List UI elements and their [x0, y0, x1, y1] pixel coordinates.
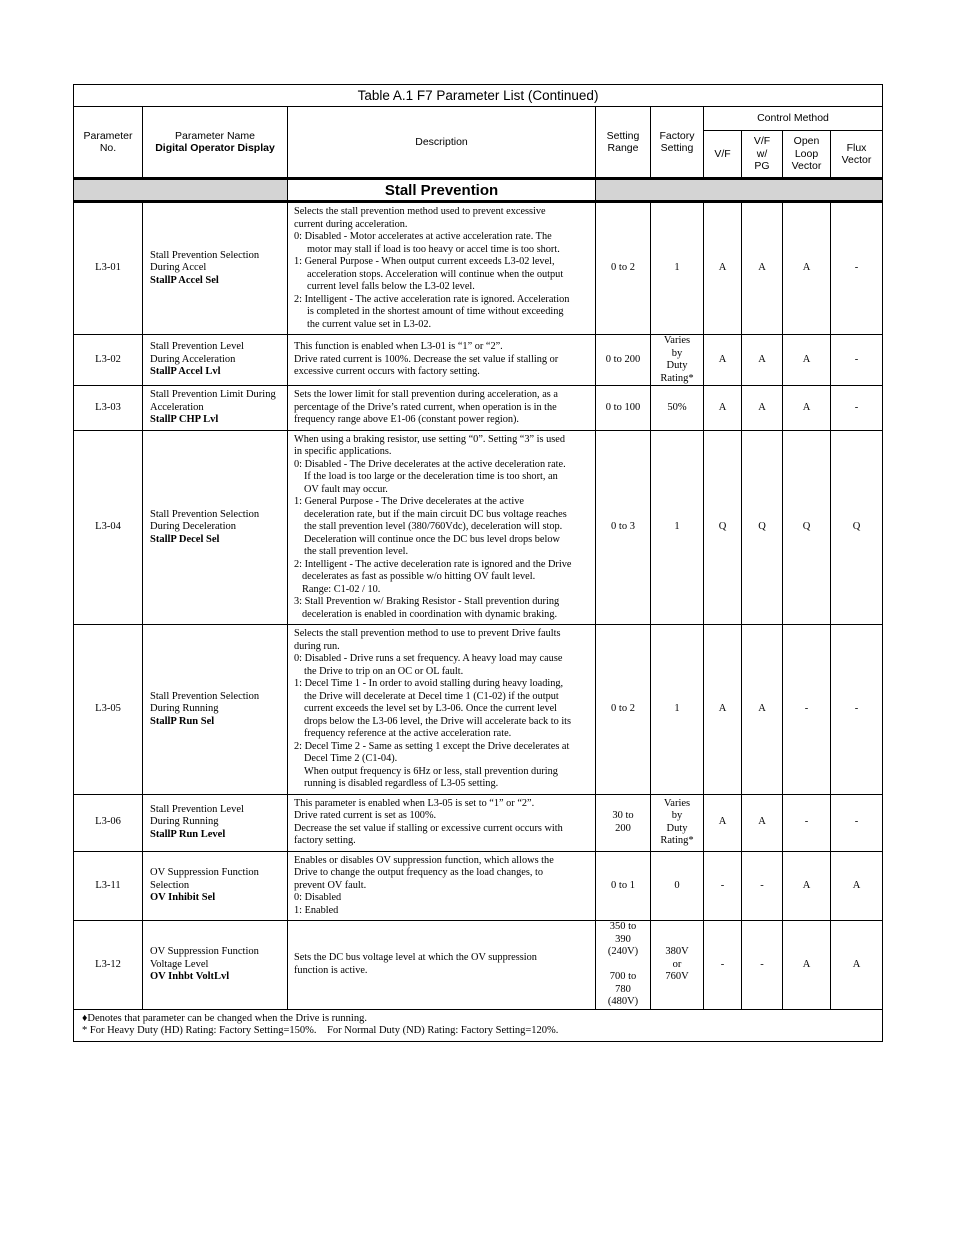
description-line: frequency reference at the active acceleration rate. — [304, 728, 512, 739]
control-vf-pg-cell: A — [742, 625, 783, 795]
setting-range-line: 390 — [615, 933, 631, 945]
param-name-cell — [143, 335, 288, 386]
param-no-cell: L3-06 — [74, 794, 143, 851]
param-name-line: Stall Prevention Limit During — [150, 389, 276, 400]
digital-operator-display: StallP Run Sel — [150, 715, 215, 727]
setting-range-line: (480V) — [607, 996, 639, 1007]
description-line: current exceeds the level set by L3-06. Once the current level — [304, 703, 558, 714]
description-line: current level falls below the L3-02 level. — [307, 281, 475, 292]
control-flux-cell: Q — [831, 430, 883, 625]
factory-setting-line: 380V — [665, 946, 689, 957]
description-line: the Drive will decelerate at Decel time 1 (C1-02) if the output — [304, 690, 559, 702]
control-vf-pg-cell: - — [742, 851, 783, 921]
description-cell — [288, 202, 596, 335]
control-vf-cell: Q — [704, 430, 742, 625]
description-line: This parameter is enabled when L3-05 is set to “1” or “2”. — [294, 797, 535, 809]
description-line: 2: Intelligent - The active deceleration rate is ignored and the Drive — [294, 558, 572, 570]
setting-range-cell — [596, 851, 651, 921]
description-line: frequency range above E1-06 (constant power region). — [294, 414, 520, 425]
section-band-left — [74, 179, 288, 202]
description-line: Decel Time 2 (C1-04). — [304, 753, 398, 764]
table-title: Table A.1 F7 Parameter List (Continued) — [74, 85, 883, 107]
description-line: decelerates as fast as possible w/o hitting OV fault level. — [302, 571, 536, 582]
control-vf-cell: A — [704, 625, 742, 795]
param-name-line: Voltage Level — [150, 958, 209, 970]
setting-range-cell — [596, 921, 651, 1010]
control-vf-pg-cell: A — [742, 794, 783, 851]
param-no-cell: L3-01 — [74, 202, 143, 335]
control-open-loop-cell: A — [783, 851, 831, 921]
description-line: the current value set in L3-02. — [307, 318, 432, 330]
param-name-line: Stall Prevention Level — [150, 341, 244, 353]
description-cell — [288, 386, 596, 431]
description-line: factory setting. — [294, 835, 356, 846]
control-open-loop-cell: A — [783, 202, 831, 335]
description-line: 3: Stall Prevention w/ Braking Resistor - Stall prevention during — [294, 596, 560, 607]
table-row — [74, 430, 883, 625]
setting-range-line: 0 to 2 — [611, 262, 635, 274]
setting-range-line: 0 to 1 — [611, 879, 635, 891]
control-flux-cell: - — [831, 794, 883, 851]
description-line: 1: Enabled — [294, 904, 339, 916]
factory-setting-line: Duty — [666, 822, 688, 834]
control-open-loop-cell: A — [783, 335, 831, 386]
factory-setting-cell — [651, 202, 704, 335]
setting-range-line: 0 to 100 — [605, 401, 641, 413]
description-cell — [288, 921, 596, 1010]
footnotes — [74, 1009, 883, 1041]
digital-operator-display: StallP Accel Sel — [150, 274, 219, 286]
digital-operator-display: StallP Decel Sel — [150, 533, 220, 545]
param-name-line: OV Suppression Function — [150, 946, 259, 957]
description-line: the stall prevention level. — [304, 546, 409, 557]
digital-operator-display: StallP CHP Lvl — [150, 414, 219, 425]
setting-range-cell — [596, 430, 651, 625]
setting-range-cell — [596, 386, 651, 431]
factory-setting-line: Rating* — [660, 835, 694, 846]
description-line: Sets the lower limit for stall prevention during acceleration, as a — [294, 389, 558, 400]
factory-setting-line: Duty — [666, 360, 688, 371]
param-name-line: During Acceleration — [150, 353, 236, 365]
setting-range-line: 0 to 2 — [611, 703, 635, 714]
param-name-cell — [143, 625, 288, 795]
description-line: 0: Disabled - The Drive decelerates at the active deceleration rate. — [294, 458, 566, 470]
description-line: excessive current occurs with factory setting. — [294, 366, 480, 378]
control-vf-cell: A — [704, 794, 742, 851]
param-no-cell: L3-05 — [74, 625, 143, 795]
factory-setting-cell — [651, 921, 704, 1010]
factory-setting-cell — [651, 335, 704, 386]
param-name-line: During Accel — [150, 262, 207, 274]
description-cell — [288, 335, 596, 386]
description-cell — [288, 430, 596, 625]
description-line: Decrease the set value if stalling or excessive current occurs with — [294, 822, 563, 834]
param-name-line: During Deceleration — [150, 521, 237, 532]
control-vf-pg-cell: A — [742, 386, 783, 431]
footnote-line: ♦Denotes that parameter can be changed when the Drive is running. — [82, 1012, 367, 1024]
param-name-line: Stall Prevention Selection — [150, 508, 260, 520]
control-flux-cell: A — [831, 921, 883, 1010]
control-open-loop-cell: A — [783, 386, 831, 431]
description-line: Drive rated current is 100%. Decrease the set value if stalling or — [294, 353, 559, 365]
table-row — [74, 335, 883, 386]
param-name-line: Selection — [150, 879, 190, 891]
header-flux-vector: Flux Vector — [831, 131, 883, 179]
header-open-loop-vector: Open Loop Vector — [783, 131, 831, 179]
factory-setting-line: by — [671, 347, 683, 359]
header-description: Description — [288, 107, 596, 179]
digital-operator-display: OV Inhibit Sel — [150, 892, 216, 903]
param-name-line: Stall Prevention Selection — [150, 249, 260, 261]
description-line: When output frequency is 6Hz or less, stall prevention during — [304, 765, 558, 777]
setting-range-line: (240V) — [607, 946, 639, 957]
param-no-cell: L3-11 — [74, 851, 143, 921]
description-line: the Drive to trip on an OC or OL fault. — [304, 665, 464, 677]
factory-setting-line: 1 — [674, 262, 680, 274]
setting-range-line: 200 — [615, 822, 631, 834]
description-line: If the load is too large or the deceleration time is too short, an — [304, 471, 558, 482]
description-cell — [288, 625, 596, 795]
param-name-line: During Running — [150, 816, 219, 828]
description-line: Drive to change the output frequency as the load changes, to — [294, 867, 544, 878]
digital-operator-display: StallP Accel Lvl — [150, 366, 221, 378]
factory-setting-cell — [651, 386, 704, 431]
table-row — [74, 794, 883, 851]
section-title: Stall Prevention — [288, 179, 596, 202]
description-line: 1: General Purpose - When output current exceeds L3-02 level, — [294, 256, 555, 267]
footnote-row — [74, 1009, 883, 1041]
param-name-cell — [143, 851, 288, 921]
description-line: Enables or disables OV suppression function, which allows the — [294, 854, 554, 866]
table-row — [74, 202, 883, 335]
description-line: prevent OV fault. — [294, 879, 367, 891]
description-line: deceleration rate, but if the main circuit DC bus voltage reaches — [304, 508, 567, 520]
param-name-cell — [143, 386, 288, 431]
param-no-cell: L3-03 — [74, 386, 143, 431]
header-param-no: Parameter No. — [74, 107, 143, 179]
control-open-loop-cell: - — [783, 794, 831, 851]
control-vf-cell: - — [704, 851, 742, 921]
description-line: 2: Intelligent - The active acceleration rate is ignored. Acceleration — [294, 293, 570, 305]
setting-range-cell — [596, 202, 651, 335]
description-line: percentage of the Drive’s rated current, when operation is in the — [294, 401, 557, 413]
description-line: Range: C1-02 / 10. — [302, 583, 381, 595]
description-line: Selects the stall prevention method used to prevent excessive — [294, 206, 546, 217]
description-line: Selects the stall prevention method to use to prevent Drive faults — [294, 628, 561, 639]
description-line: 2: Decel Time 2 - Same as setting 1 except the Drive decelerates at — [294, 740, 570, 752]
digital-operator-display: StallP Run Level — [150, 828, 226, 840]
description-line: acceleration stops. Acceleration will continue when the output — [307, 268, 564, 280]
factory-setting-line: 50% — [667, 401, 687, 413]
param-name-line: Stall Prevention Selection — [150, 690, 260, 702]
table-row — [74, 851, 883, 921]
setting-range-line: 0 to 200 — [605, 353, 641, 365]
factory-setting-line: 1 — [674, 521, 680, 532]
header-vf: V/F — [704, 131, 742, 179]
factory-setting-line: 0 — [674, 879, 680, 891]
description-line: current during acceleration. — [294, 218, 408, 230]
setting-range-line: 350 to — [609, 921, 637, 932]
control-flux-cell: - — [831, 625, 883, 795]
control-open-loop-cell: A — [783, 921, 831, 1010]
setting-range-line: 780 — [615, 983, 631, 995]
table-row — [74, 386, 883, 431]
param-no-cell: L3-02 — [74, 335, 143, 386]
description-line: Drive rated current is set as 100%. — [294, 810, 437, 821]
header-param-name: Parameter Name Digital Operator Display — [143, 107, 288, 179]
setting-range-line — [596, 959, 650, 972]
factory-setting-cell — [651, 625, 704, 795]
control-vf-pg-cell: - — [742, 921, 783, 1010]
table-row — [74, 921, 883, 1010]
description-line: function is active. — [294, 964, 368, 976]
setting-range-line: 0 to 3 — [611, 521, 635, 532]
header-factory-setting: Factory Setting — [651, 107, 704, 179]
control-vf-cell: - — [704, 921, 742, 1010]
param-no-cell: L3-04 — [74, 430, 143, 625]
setting-range-cell — [596, 625, 651, 795]
factory-setting-line: Varies — [663, 797, 691, 809]
param-name-cell — [143, 921, 288, 1010]
header-setting-range: Setting Range — [596, 107, 651, 179]
footnote-line: * For Heavy Duty (HD) Rating: Factory Setting=150%. For Normal Duty (ND) Rating: Factory Setting=120%. — [82, 1025, 559, 1036]
factory-setting-line: 760V — [665, 971, 689, 982]
param-name-line: During Running — [150, 703, 219, 714]
factory-setting-line: or — [672, 958, 682, 970]
description-line: in specific applications. — [294, 446, 392, 457]
control-flux-cell: - — [831, 386, 883, 431]
control-vf-pg-cell: A — [742, 335, 783, 386]
param-no-cell: L3-12 — [74, 921, 143, 1010]
factory-setting-line: 1 — [674, 703, 680, 714]
description-line: running is disabled regardless of L3-05 setting. — [304, 778, 499, 789]
control-vf-cell: A — [704, 335, 742, 386]
description-line: When using a braking resistor, use setting “0”. Setting “3” is used — [294, 433, 565, 445]
factory-setting-cell — [651, 430, 704, 625]
description-line: deceleration is enabled in coordination with dynamic braking. — [302, 608, 558, 620]
control-vf-pg-cell: Q — [742, 430, 783, 625]
description-line: 0: Disabled - Drive runs a set frequency. A heavy load may cause — [294, 653, 563, 664]
description-cell — [288, 794, 596, 851]
description-line: OV fault may occur. — [304, 483, 388, 495]
digital-operator-display: OV Inhbt VoltLvl — [150, 971, 230, 982]
description-line: Sets the DC bus voltage level at which the OV suppression — [294, 952, 537, 964]
description-line: 1: Decel Time 1 - In order to avoid stalling during heavy loading, — [294, 678, 564, 689]
description-line: 1: General Purpose - The Drive decelerates at the active — [294, 496, 524, 507]
parameter-table-container — [73, 84, 882, 1048]
control-open-loop-cell: Q — [783, 430, 831, 625]
param-name-line: Stall Prevention Level — [150, 803, 244, 815]
factory-setting-line: by — [671, 810, 683, 821]
control-vf-cell: A — [704, 386, 742, 431]
setting-range-cell — [596, 335, 651, 386]
control-flux-cell: - — [831, 202, 883, 335]
description-line: motor may stall if load is too heavy or accel time is too short. — [307, 243, 560, 255]
parameter-table — [73, 84, 883, 1042]
param-name-line: OV Suppression Function — [150, 867, 259, 878]
header-control-method: Control Method — [704, 107, 883, 131]
factory-setting-cell — [651, 851, 704, 921]
param-name-cell — [143, 794, 288, 851]
param-name-line: Acceleration — [150, 401, 204, 413]
control-flux-cell: A — [831, 851, 883, 921]
factory-setting-cell — [651, 794, 704, 851]
description-line: 0: Disabled - Motor accelerates at active acceleration rate. The — [294, 231, 552, 242]
setting-range-line: 30 to — [612, 810, 634, 821]
description-line: Deceleration will continue once the DC bus level drops below — [304, 533, 560, 545]
control-open-loop-cell: - — [783, 625, 831, 795]
description-line: during run. — [294, 640, 340, 652]
description-line: This function is enabled when L3-01 is “1” or “2”. — [294, 341, 503, 353]
control-vf-pg-cell: A — [742, 202, 783, 335]
table-row — [74, 625, 883, 795]
section-band-right — [596, 179, 883, 202]
description-line: is completed in the shortest amount of time without exceeding — [307, 306, 564, 317]
description-line: 0: Disabled — [294, 892, 342, 903]
setting-range-cell — [596, 794, 651, 851]
setting-range-line: 700 to — [609, 971, 637, 982]
control-flux-cell: - — [831, 335, 883, 386]
description-cell — [288, 851, 596, 921]
factory-setting-line: Rating* — [660, 372, 694, 384]
param-name-cell — [143, 430, 288, 625]
factory-setting-line: Varies — [663, 335, 691, 346]
header-vf-pg: V/F w/ PG — [742, 131, 783, 179]
description-line: drops below the L3-06 level, the Drive will accelerate back to its — [304, 715, 572, 727]
description-line: the stall prevention level (380/760Vdc), deceleration will stop. — [304, 521, 563, 532]
control-vf-cell: A — [704, 202, 742, 335]
param-name-cell — [143, 202, 288, 335]
